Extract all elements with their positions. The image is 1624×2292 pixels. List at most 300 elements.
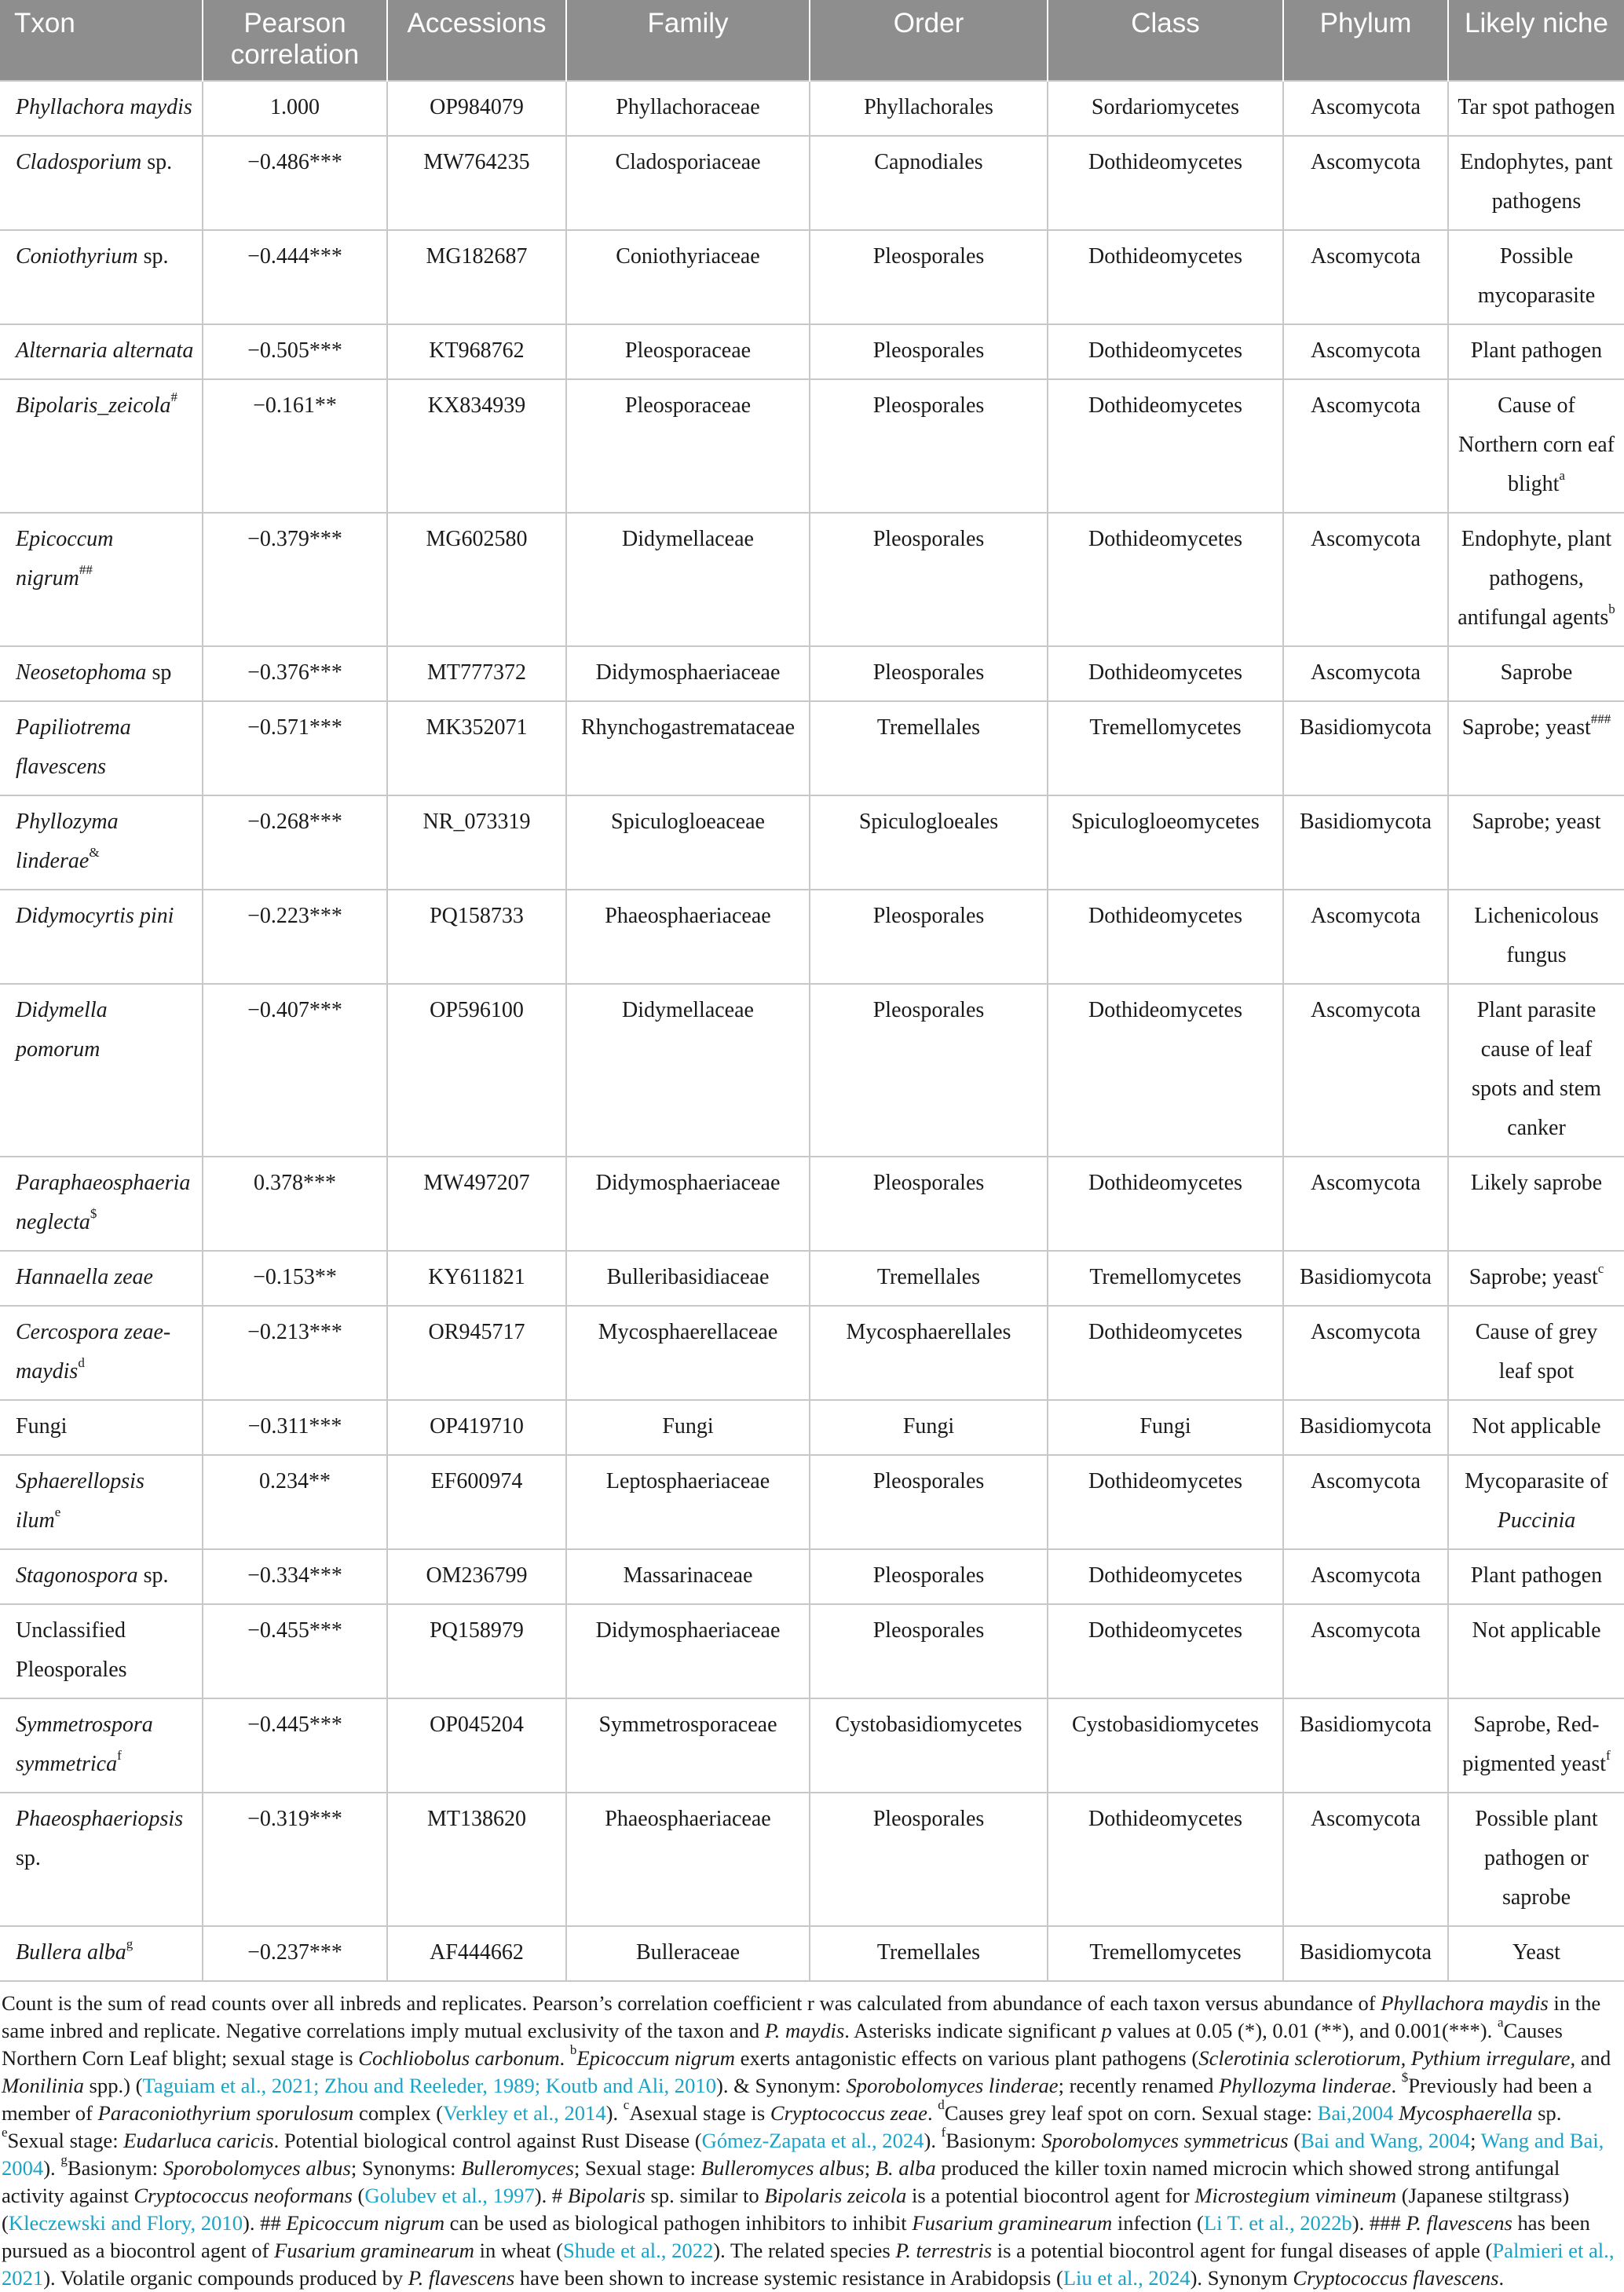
footnote-mark: e <box>2 2125 8 2140</box>
cell-niche <box>1448 230 1624 324</box>
table-body <box>0 81 1624 1981</box>
niche-text: Not applicable <box>1472 1414 1601 1438</box>
cell-phylum: Ascomycota <box>1283 1604 1448 1698</box>
cell-pearson: −0.455*** <box>203 1604 387 1698</box>
taxon-suffix: sp. <box>141 150 173 174</box>
table-row <box>0 1251 1624 1306</box>
cell-taxon <box>0 1698 203 1793</box>
cell-class: Tremellomycetes <box>1048 1251 1283 1306</box>
footnote-italic-run: Microstegium vimineum <box>1194 2184 1397 2207</box>
cell-niche <box>1448 1793 1624 1926</box>
cell-family: Phyllachoraceae <box>566 81 810 136</box>
footnote-run: Asexual stage is <box>629 2101 770 2125</box>
taxon-name: Didymocyrtis pini <box>16 904 174 928</box>
cell-pearson: −0.237*** <box>203 1926 387 1981</box>
cell-class: Dothideomycetes <box>1048 1793 1283 1926</box>
cell-niche <box>1448 701 1624 795</box>
cell-class: Spiculogloeomycetes <box>1048 795 1283 890</box>
cell-family: Didymosphaeriaceae <box>566 646 810 701</box>
footnote-run: . <box>1391 2074 1402 2097</box>
footnote-run: Causes Northern Corn Leaf blight; sexual stage is <box>2 2019 1563 2070</box>
cell-class: Tremellomycetes <box>1048 1926 1283 1981</box>
cell-order: Tremellales <box>810 701 1048 795</box>
table-row <box>0 795 1624 890</box>
table-row <box>0 984 1624 1157</box>
cell-phylum: Ascomycota <box>1283 1549 1448 1604</box>
taxon-name: Sphaerellopsis ilum <box>16 1469 144 1533</box>
footnote-run: in wheat ( <box>474 2239 563 2262</box>
footnote-run: ( <box>1288 2129 1301 2152</box>
cell-phylum: Ascomycota <box>1283 1157 1448 1251</box>
cell-accession: KX834939 <box>387 379 566 513</box>
footnote-run: ( <box>352 2184 365 2207</box>
cell-pearson: −0.445*** <box>203 1698 387 1793</box>
taxon-name: Coniothyrium <box>16 244 138 269</box>
cell-class: Dothideomycetes <box>1048 513 1283 646</box>
cell-pearson: 0.378*** <box>203 1157 387 1251</box>
cell-taxon <box>0 230 203 324</box>
footnote-run: Causes grey leaf spot on corn. Sexual stage: <box>944 2101 1318 2125</box>
footnote-italic-run: Phyllozyma linderae <box>1219 2074 1392 2097</box>
cell-class: Dothideomycetes <box>1048 1604 1283 1698</box>
cell-phylum: Basidiomycota <box>1283 701 1448 795</box>
footnote-run: ; <box>1470 2129 1481 2152</box>
citation-link[interactable]: Bai and Wang, 2004 <box>1300 2129 1471 2152</box>
footnote-run: produced the killer toxin named microcin which showed strong antifungal activity against <box>2 2156 1560 2207</box>
taxon-name: Bullera alba <box>16 1940 126 1965</box>
footnote-italic-run: Eudarluca caricis <box>123 2129 274 2152</box>
cell-order: Pleosporales <box>810 1549 1048 1604</box>
footnote-run: ; <box>864 2156 876 2180</box>
footnote-run: ; Synonyms: <box>350 2156 462 2180</box>
footnote-run: spp.) ( <box>83 2074 143 2097</box>
cell-taxon <box>0 795 203 890</box>
cell-niche <box>1448 379 1624 513</box>
taxon-name: Stagonospora <box>16 1563 138 1588</box>
cell-pearson: −0.444*** <box>203 230 387 324</box>
cell-taxon <box>0 379 203 513</box>
taxon-suffix: sp. <box>137 244 169 269</box>
cell-niche <box>1448 1157 1624 1251</box>
cell-niche <box>1448 324 1624 379</box>
cell-phylum: Ascomycota <box>1283 136 1448 230</box>
table-row <box>0 646 1624 701</box>
footnote-run: ). # <box>534 2184 568 2207</box>
niche-text: Endophyte, plant pathogens, antifungal agents <box>1458 527 1612 630</box>
table-row <box>0 1698 1624 1793</box>
col-header-class: Class <box>1048 0 1283 81</box>
cell-pearson: −0.319*** <box>203 1793 387 1926</box>
cell-niche <box>1448 513 1624 646</box>
footnote-italic-run: Paraconiothyrium sporulosum <box>97 2101 354 2125</box>
cell-order: Spiculogloeales <box>810 795 1048 890</box>
footnote-mark: g <box>60 2152 68 2167</box>
cell-pearson: −0.334*** <box>203 1549 387 1604</box>
cell-order: Capnodiales <box>810 136 1048 230</box>
cell-family: Massarinaceae <box>566 1549 810 1604</box>
niche-text: Possible plant pathogen or saprobe <box>1475 1807 1598 1910</box>
cell-accession: MT138620 <box>387 1793 566 1926</box>
cell-niche <box>1448 1549 1624 1604</box>
niche-text: Yeast <box>1512 1940 1560 1965</box>
taxon-footnote-mark: d <box>78 1355 85 1370</box>
cell-family: Didymosphaeriaceae <box>566 1157 810 1251</box>
footnote-run: in the same inbred and replicate. Negative correlations imply mutual exclusivity of the taxon and <box>2 1991 1601 2042</box>
citation-link[interactable]: Shude et al., 2022 <box>562 2239 714 2262</box>
footnote-run: Basionym: <box>67 2156 163 2180</box>
niche-text: Saprobe; yeast <box>1469 1265 1598 1289</box>
table-header-row <box>0 0 1624 81</box>
cell-taxon <box>0 890 203 984</box>
footnote-italic-run: Bulleromyces <box>461 2156 574 2180</box>
footnote-italic-run: Sporobolomyces albus <box>163 2156 351 2180</box>
cell-family: Leptosphaeriaceae <box>566 1455 810 1549</box>
cell-niche <box>1448 890 1624 984</box>
niche-footnote-mark: ### <box>1590 711 1611 726</box>
cell-family: Didymosphaeriaceae <box>566 1604 810 1698</box>
cell-niche <box>1448 1604 1624 1698</box>
cell-pearson: −0.505*** <box>203 324 387 379</box>
footnote-italic-run: Phyllachora maydis <box>1381 1991 1549 2015</box>
niche-text: Lichenicolous fungus <box>1474 904 1599 967</box>
taxon-footnote-mark: # <box>170 389 178 404</box>
footnote-run: values at 0.05 (*), 0.01 (**), and 0.001(***). <box>1111 2019 1498 2042</box>
citation-link[interactable]: Golubev et al., 1997 <box>364 2184 535 2207</box>
cell-phylum: Ascomycota <box>1283 646 1448 701</box>
cell-taxon <box>0 1549 203 1604</box>
footnote-run: is a potential biocontrol agent for <box>906 2184 1195 2207</box>
cell-taxon <box>0 1251 203 1306</box>
cell-phylum: Ascomycota <box>1283 324 1448 379</box>
cell-taxon <box>0 1455 203 1549</box>
cell-family: Mycosphaerellaceae <box>566 1306 810 1400</box>
footnote-italic-run: Bipolaris zeicola <box>764 2184 907 2207</box>
taxon-name: Unclassified Pleosporales <box>16 1618 127 1682</box>
taxon-footnote-mark: g <box>126 1936 134 1951</box>
footnote-italic-run: Bulleromyces albus <box>700 2156 865 2180</box>
cell-taxon <box>0 513 203 646</box>
cell-family: Didymellaceae <box>566 984 810 1157</box>
cell-phylum: Basidiomycota <box>1283 1400 1448 1455</box>
cell-accession: OP984079 <box>387 81 566 136</box>
footnote-run: has been pursued as a biocontrol agent of <box>2 2211 1590 2262</box>
cell-accession: OP596100 <box>387 984 566 1157</box>
footnote-run: ). The related species <box>713 2239 896 2262</box>
cell-phylum: Ascomycota <box>1283 1793 1448 1926</box>
cell-family: Cladosporiaceae <box>566 136 810 230</box>
cell-class: Cystobasidiomycetes <box>1048 1698 1283 1793</box>
cell-order: Pleosporales <box>810 513 1048 646</box>
taxon-footnote-mark: f <box>117 1748 122 1763</box>
niche-text: Saprobe; yeast <box>1461 715 1591 740</box>
footnote-run: can be used as biological pathogen inhibitors to inhibit <box>444 2211 913 2235</box>
taxon-name: Papiliotrema flavescens <box>16 715 131 779</box>
cell-accession: MW497207 <box>387 1157 566 1251</box>
footnote-italic-run: P. flavescens <box>1406 2211 1512 2235</box>
footnote-run: complex ( <box>353 2101 444 2125</box>
footnote-run: sp. <box>1532 2101 1562 2125</box>
cell-order: Mycosphaerellales <box>810 1306 1048 1400</box>
col-header-accessions: Accessions <box>387 0 566 81</box>
cell-phylum: Ascomycota <box>1283 890 1448 984</box>
niche-text: Plant parasite cause of leaf spots and stem canker <box>1472 998 1601 1140</box>
cell-family: Symmetrosporaceae <box>566 1698 810 1793</box>
cell-family: Bulleribasidiaceae <box>566 1251 810 1306</box>
cell-order: Fungi <box>810 1400 1048 1455</box>
footnote-run: ; recently renamed <box>1058 2074 1220 2097</box>
footnote-italic-run: Sclerotinia sclerotiorum, Pythium irregulare, <box>1198 2046 1576 2070</box>
footnote-run: Previously had been a member of <box>2 2074 1593 2125</box>
col-header-taxon: Txon <box>0 0 203 81</box>
niche-text: Mycoparasite of <box>1465 1469 1608 1493</box>
table-row <box>0 230 1624 324</box>
cell-accession: MG182687 <box>387 230 566 324</box>
niche-text: Possible mycoparasite <box>1477 244 1596 308</box>
footnote-run: . <box>559 2046 570 2070</box>
taxon-footnote-mark: e <box>54 1504 61 1519</box>
cell-order: Pleosporales <box>810 324 1048 379</box>
niche-text: Endophytes, pant pathogens <box>1460 150 1613 214</box>
cell-order: Pleosporales <box>810 1604 1048 1698</box>
cell-phylum: Basidiomycota <box>1283 1698 1448 1793</box>
table-row <box>0 701 1624 795</box>
cell-family: Phaeosphaeriaceae <box>566 890 810 984</box>
table-footnote <box>0 1990 1619 2292</box>
footnote-run: ). & Synonym: <box>716 2074 847 2097</box>
cell-order: Pleosporales <box>810 890 1048 984</box>
cell-phylum: Basidiomycota <box>1283 1251 1448 1306</box>
cell-niche <box>1448 1306 1624 1400</box>
taxon-name: Paraphaeosphaeria neglecta <box>16 1171 191 1234</box>
cell-pearson: 0.234** <box>203 1455 387 1549</box>
footnote-run: is a potential biocontrol agent for fungal diseases of apple ( <box>992 2239 1493 2262</box>
niche-footnote-mark: b <box>1608 601 1615 616</box>
footnote-run: . Potential biological control against Rust Disease ( <box>273 2129 702 2152</box>
cell-phylum: Basidiomycota <box>1283 1926 1448 1981</box>
taxon-name: Neosetophoma <box>16 660 147 685</box>
citation-link[interactable]: Bai,2004 <box>1317 2101 1394 2125</box>
footnote-italic-run: Sporobolomyces symmetricus <box>1041 2129 1289 2152</box>
niche-text: Saprobe; yeast <box>1472 810 1601 834</box>
cell-pearson: −0.213*** <box>203 1306 387 1400</box>
footnote-mark: d <box>938 2097 945 2112</box>
cell-order: Pleosporales <box>810 379 1048 513</box>
footnote-italic-run: P. maydis <box>764 2019 845 2042</box>
taxon-name: Fungi <box>16 1414 68 1438</box>
cell-family: Rhynchogastremataceae <box>566 701 810 795</box>
cell-phylum: Ascomycota <box>1283 81 1448 136</box>
cell-family: Didymellaceae <box>566 513 810 646</box>
table-row <box>0 1793 1624 1926</box>
taxon-suffix: sp <box>146 660 172 685</box>
cell-class: Dothideomycetes <box>1048 1549 1283 1604</box>
footnote-run: Count is the sum of read counts over all inbreds and replicates. Pearson’s correlation coefficient r was calculated from abundance of each taxon versus abundance of <box>2 1991 1381 2015</box>
niche-text: Not applicable <box>1472 1618 1601 1643</box>
footnote-italic-run: Sporobolomyces linderae <box>846 2074 1059 2097</box>
cell-niche <box>1448 1926 1624 1981</box>
cell-phylum: Ascomycota <box>1283 379 1448 513</box>
footnote-italic-run: Epicoccum nigrum <box>576 2046 735 2070</box>
cell-taxon <box>0 1400 203 1455</box>
citation-link[interactable]: Palmieri et al., 2021 <box>2 2239 1615 2290</box>
cell-taxon <box>0 1306 203 1400</box>
cell-taxon <box>0 324 203 379</box>
cell-taxon <box>0 136 203 230</box>
footnote-run: Sexual stage: <box>7 2129 124 2152</box>
footnote-run: . <box>927 2101 938 2125</box>
niche-text: Plant pathogen <box>1470 338 1603 363</box>
cell-order: Phyllachorales <box>810 81 1048 136</box>
cell-accession: MK352071 <box>387 701 566 795</box>
footnote-run: . Asterisks indicate significant <box>844 2019 1102 2042</box>
taxon-name: Hannaella zeae <box>16 1265 153 1289</box>
footnote-run: ). <box>924 2129 942 2152</box>
cell-class: Dothideomycetes <box>1048 230 1283 324</box>
taxon-footnote-mark: & <box>89 845 100 860</box>
cell-pearson: −0.161** <box>203 379 387 513</box>
cell-family: Bulleraceae <box>566 1926 810 1981</box>
footnote-run: ). Synonym <box>1190 2266 1293 2290</box>
table-row <box>0 1455 1624 1549</box>
footnote-mark: a <box>1497 2015 1504 2030</box>
footnote-italic-run: Fusarium graminearum <box>912 2211 1113 2235</box>
cell-taxon <box>0 1926 203 1981</box>
footnote-mark: c <box>623 2097 630 2112</box>
footnote-run: and <box>1575 2046 1611 2070</box>
footnote-italic-run: B. alba <box>875 2156 936 2180</box>
footnote-italic-run: Cryptococcus neoformans <box>134 2184 353 2207</box>
citation-link[interactable]: Li T. et al., 2022b <box>1203 2211 1352 2235</box>
taxon-name: Phaeosphaeriopsis <box>16 1807 184 1831</box>
cell-class: Dothideomycetes <box>1048 984 1283 1157</box>
cell-order: Pleosporales <box>810 1455 1048 1549</box>
footnote-italic-run: Monilinia <box>2 2074 84 2097</box>
citation-link[interactable]: Kleczewski and Flory, 2010 <box>8 2211 243 2235</box>
cell-class: Sordariomycetes <box>1048 81 1283 136</box>
cell-order: Cystobasidiomycetes <box>810 1698 1048 1793</box>
cell-taxon <box>0 1157 203 1251</box>
cell-pearson: −0.379*** <box>203 513 387 646</box>
cell-taxon <box>0 1793 203 1926</box>
footnote-italic-run: Mycosphaerella <box>1399 2101 1533 2125</box>
niche-text: Likely saprobe <box>1470 1171 1603 1195</box>
cell-class: Dothideomycetes <box>1048 1455 1283 1549</box>
cell-phylum: Ascomycota <box>1283 513 1448 646</box>
cell-class: Dothideomycetes <box>1048 324 1283 379</box>
cell-order: Tremellales <box>810 1926 1048 1981</box>
citation-link[interactable]: Gómez-Zapata et al., 2024 <box>701 2129 924 2152</box>
niche-footnote-mark: c <box>1597 1261 1604 1276</box>
footnote-italic-run: P. terrestris <box>895 2239 993 2262</box>
table-row <box>0 324 1624 379</box>
cell-accession: OP419710 <box>387 1400 566 1455</box>
niche-text: Cause of Northern corn eaf blight <box>1458 393 1615 496</box>
cell-pearson: −0.376*** <box>203 646 387 701</box>
cell-niche <box>1448 984 1624 1157</box>
niche-text: Plant pathogen <box>1470 1563 1603 1588</box>
cell-family: Phaeosphaeriaceae <box>566 1793 810 1926</box>
cell-accession: OM236799 <box>387 1549 566 1604</box>
cell-taxon <box>0 646 203 701</box>
cell-taxon <box>0 1604 203 1698</box>
footnote-italic-run: Cochliobolus carbonum <box>358 2046 560 2070</box>
footnote-mark: f <box>941 2125 946 2140</box>
taxon-name: Symmetrospora symmetrica <box>16 1713 153 1776</box>
taxon-name: Phyllachora maydis <box>16 95 192 119</box>
col-header-niche: Likely niche <box>1448 0 1624 81</box>
taxon-name: Cercospora zeae-maydis <box>16 1320 171 1384</box>
cell-order: Pleosporales <box>810 1157 1048 1251</box>
cell-niche <box>1448 1251 1624 1306</box>
cell-pearson: −0.571*** <box>203 701 387 795</box>
footnote-run: infection ( <box>1112 2211 1204 2235</box>
citation-link[interactable]: Taguiam et al., 2021; Zhou and Reeleder, 1989; Koutb and Ali, 2010 <box>142 2074 716 2097</box>
cell-family: Coniothyriaceae <box>566 230 810 324</box>
cell-class: Dothideomycetes <box>1048 646 1283 701</box>
footnote-run: ). Volatile organic compounds produced by <box>43 2266 408 2290</box>
cell-class: Dothideomycetes <box>1048 1157 1283 1251</box>
cell-class: Fungi <box>1048 1400 1283 1455</box>
niche-text: Tar spot pathogen <box>1458 95 1615 119</box>
footnote-run: ). <box>43 2156 61 2180</box>
cell-order: Pleosporales <box>810 230 1048 324</box>
niche-italic-text: Puccinia <box>1497 1508 1576 1533</box>
table-row <box>0 136 1624 230</box>
col-header-phylum: Phylum <box>1283 0 1448 81</box>
cell-taxon <box>0 81 203 136</box>
cell-accession: KT968762 <box>387 324 566 379</box>
citation-link[interactable]: Liu et al., 2024 <box>1063 2266 1191 2290</box>
table-row <box>0 890 1624 984</box>
citation-link[interactable]: Verkley et al., 2014 <box>443 2101 606 2125</box>
table-row <box>0 81 1624 136</box>
cell-niche <box>1448 81 1624 136</box>
col-header-family: Family <box>566 0 810 81</box>
taxon-name: Alternaria alternata <box>16 338 194 363</box>
taxon-name: Cladosporium <box>16 150 142 174</box>
taxon-name: Bipolaris_zeicola <box>16 393 171 418</box>
citation-link[interactable]: Wang and Bai, 2004 <box>2 2129 1604 2180</box>
taxon-suffix: sp. <box>16 1846 41 1870</box>
cell-phylum: Ascomycota <box>1283 230 1448 324</box>
cell-pearson: −0.268*** <box>203 795 387 890</box>
cell-accession: OP045204 <box>387 1698 566 1793</box>
footnote-italic-run: Cryptococcus zeae <box>770 2101 927 2125</box>
niche-text: Saprobe, Red-pigmented yeast <box>1462 1713 1607 1776</box>
cell-class: Dothideomycetes <box>1048 890 1283 984</box>
footnote-run: sp. similar to <box>645 2184 765 2207</box>
col-header-pearson: Pearson correlation <box>203 0 387 81</box>
cell-pearson: 1.000 <box>203 81 387 136</box>
cell-pearson: −0.311*** <box>203 1400 387 1455</box>
footnote-italic-run: P. flavescens <box>408 2266 515 2290</box>
cell-accession: MG602580 <box>387 513 566 646</box>
footnote-run: ; Sexual stage: <box>573 2156 701 2180</box>
footnote-run: ). ## <box>243 2211 287 2235</box>
cell-taxon <box>0 984 203 1157</box>
cell-accession: OR945717 <box>387 1306 566 1400</box>
footnote-run: exerts antagonistic effects on various plant pathogens ( <box>734 2046 1199 2070</box>
table-row <box>0 513 1624 646</box>
cell-order: Pleosporales <box>810 646 1048 701</box>
table-row <box>0 379 1624 513</box>
footnote-italic-run: Epicoccum nigrum <box>286 2211 445 2235</box>
table-row <box>0 1604 1624 1698</box>
cell-accession: NR_073319 <box>387 795 566 890</box>
cell-order: Pleosporales <box>810 984 1048 1157</box>
taxon-name: Phyllozyma linderae <box>16 810 119 873</box>
footnote-run: ). ### <box>1352 2211 1406 2235</box>
